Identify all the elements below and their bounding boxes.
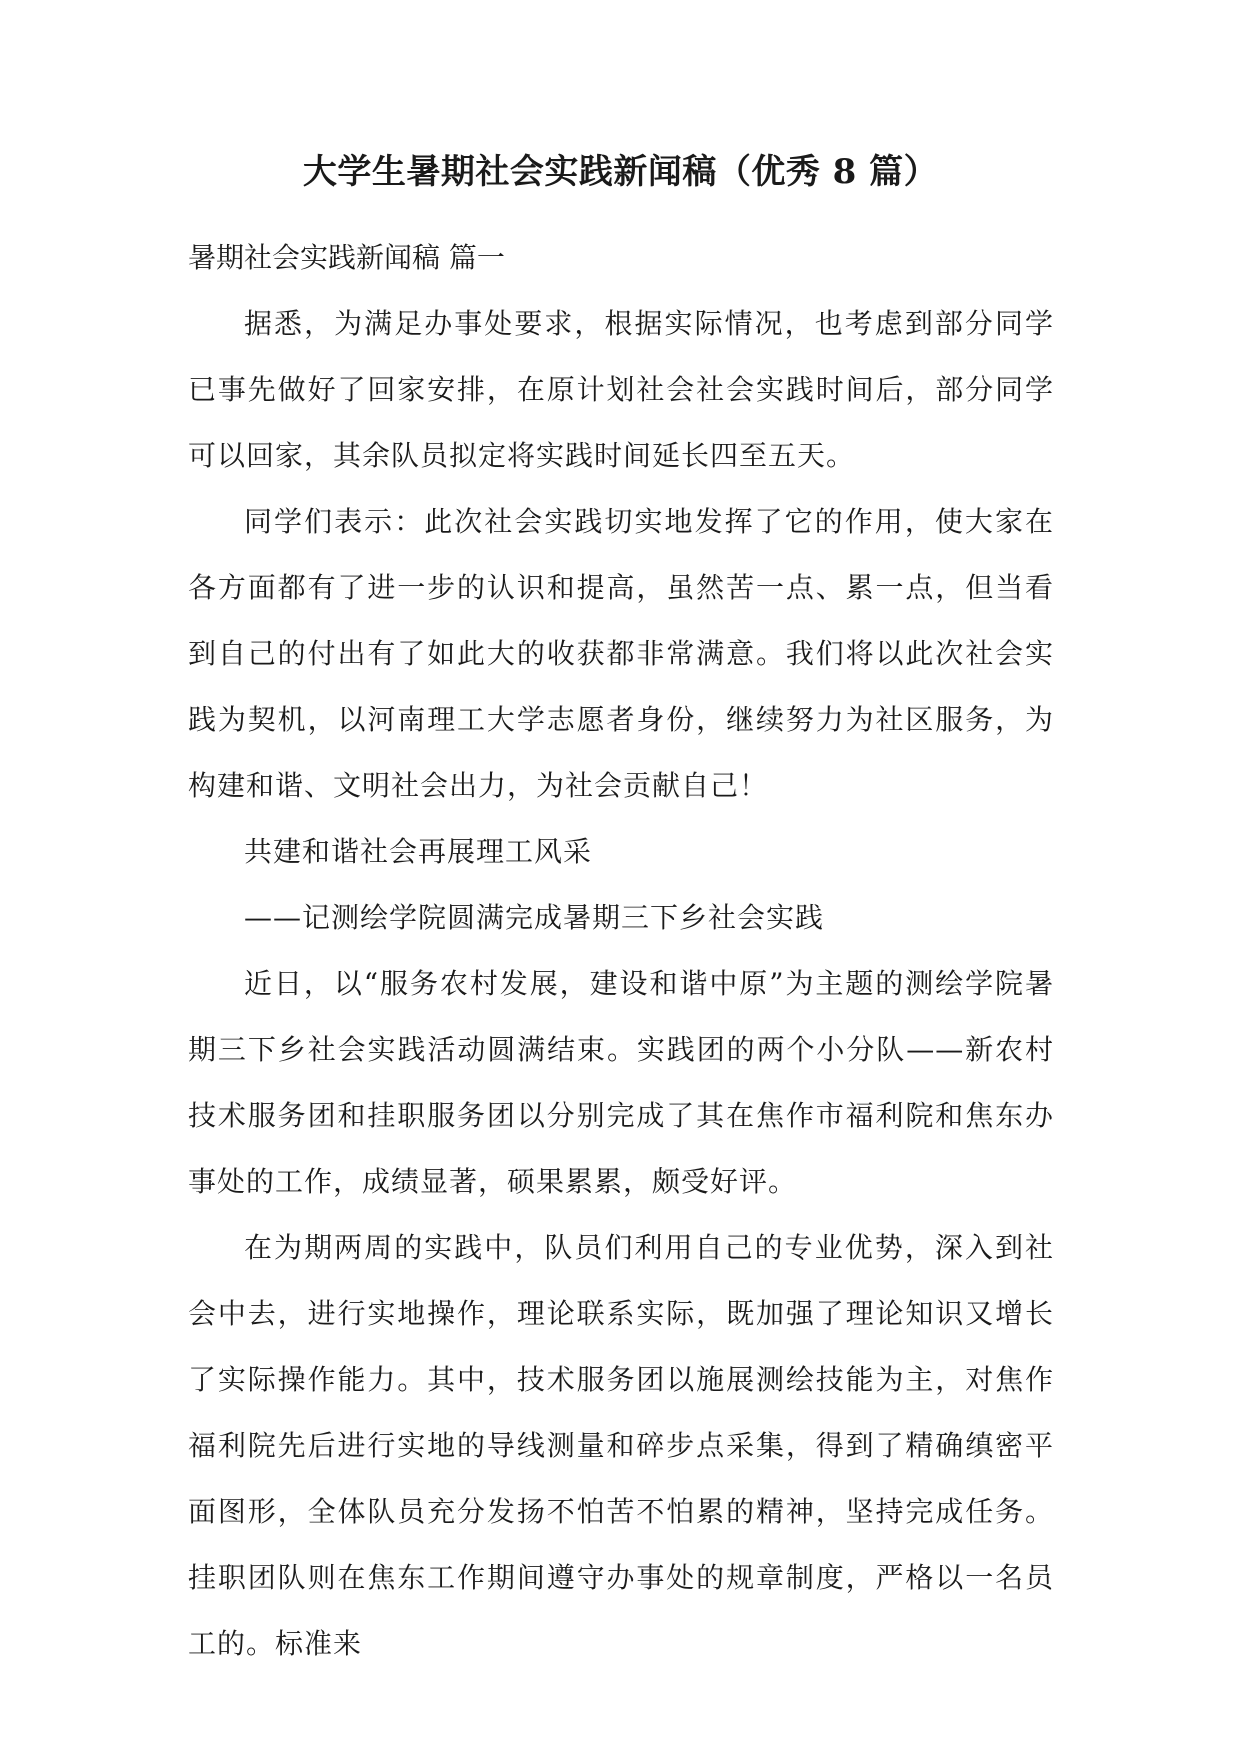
paragraph: 同学们表示：此次社会实践切实地发挥了它的作用，使大家在各方面都有了进一步的认识和提高，虽然苦一点、累一点，但当看到自己的付出有了如此大的收获都非常满意。我们将以此次社会实践为契机，以河南理工大学志愿者身份，继续努力为社区服务，为构建和谐、文明社会出力，为社会贡献自己！ — [188, 505, 1054, 802]
article-subheadline: ——记测绘学院圆满完成暑期三下乡社会实践 — [244, 901, 825, 934]
paragraph: 据悉，为满足办事处要求，根据实际情况，也考虑到部分同学已事先做好了回家安排，在原计划社会社会实践时间后，部分同学可以回家，其余队员拟定将实践时间延长四至五天。 — [188, 307, 1054, 472]
document-title: 大学生暑期社会实践新闻稿（优秀 8 篇） — [302, 152, 939, 192]
article-headline: 共建和谐社会再展理工风采 — [244, 835, 593, 868]
section-heading: 暑期社会实践新闻稿 篇一 — [188, 241, 505, 274]
paragraph: 近日，以“服务农村发展，建设和谐中原”为主题的测绘学院暑期三下乡社会实践活动圆满结束。实践团的两个小分队——新农村技术服务团和挂职服务团以分别完成了其在焦作市福利院和焦东办事处的工作，成绩显著，硕果累累，颇受好评。 — [188, 967, 1054, 1198]
paragraph: 在为期两周的实践中，队员们利用自己的专业优势，深入到社会中去，进行实地操作，理论联系实际，既加强了理论知识又增长了实际操作能力。其中，技术服务团以施展测绘技能为主，对焦作福利院先后进行实地的导线测量和碎步点采集，得到了精确缜密平面图形，全体队员充分发扬不怕苦不怕累的精神，坚持完成任务。挂职团队则在焦东工作期间遵守办事处的规章制度，严格以一名员工的。标准来 — [188, 1231, 1054, 1660]
document-body — [188, 225, 1054, 1677]
